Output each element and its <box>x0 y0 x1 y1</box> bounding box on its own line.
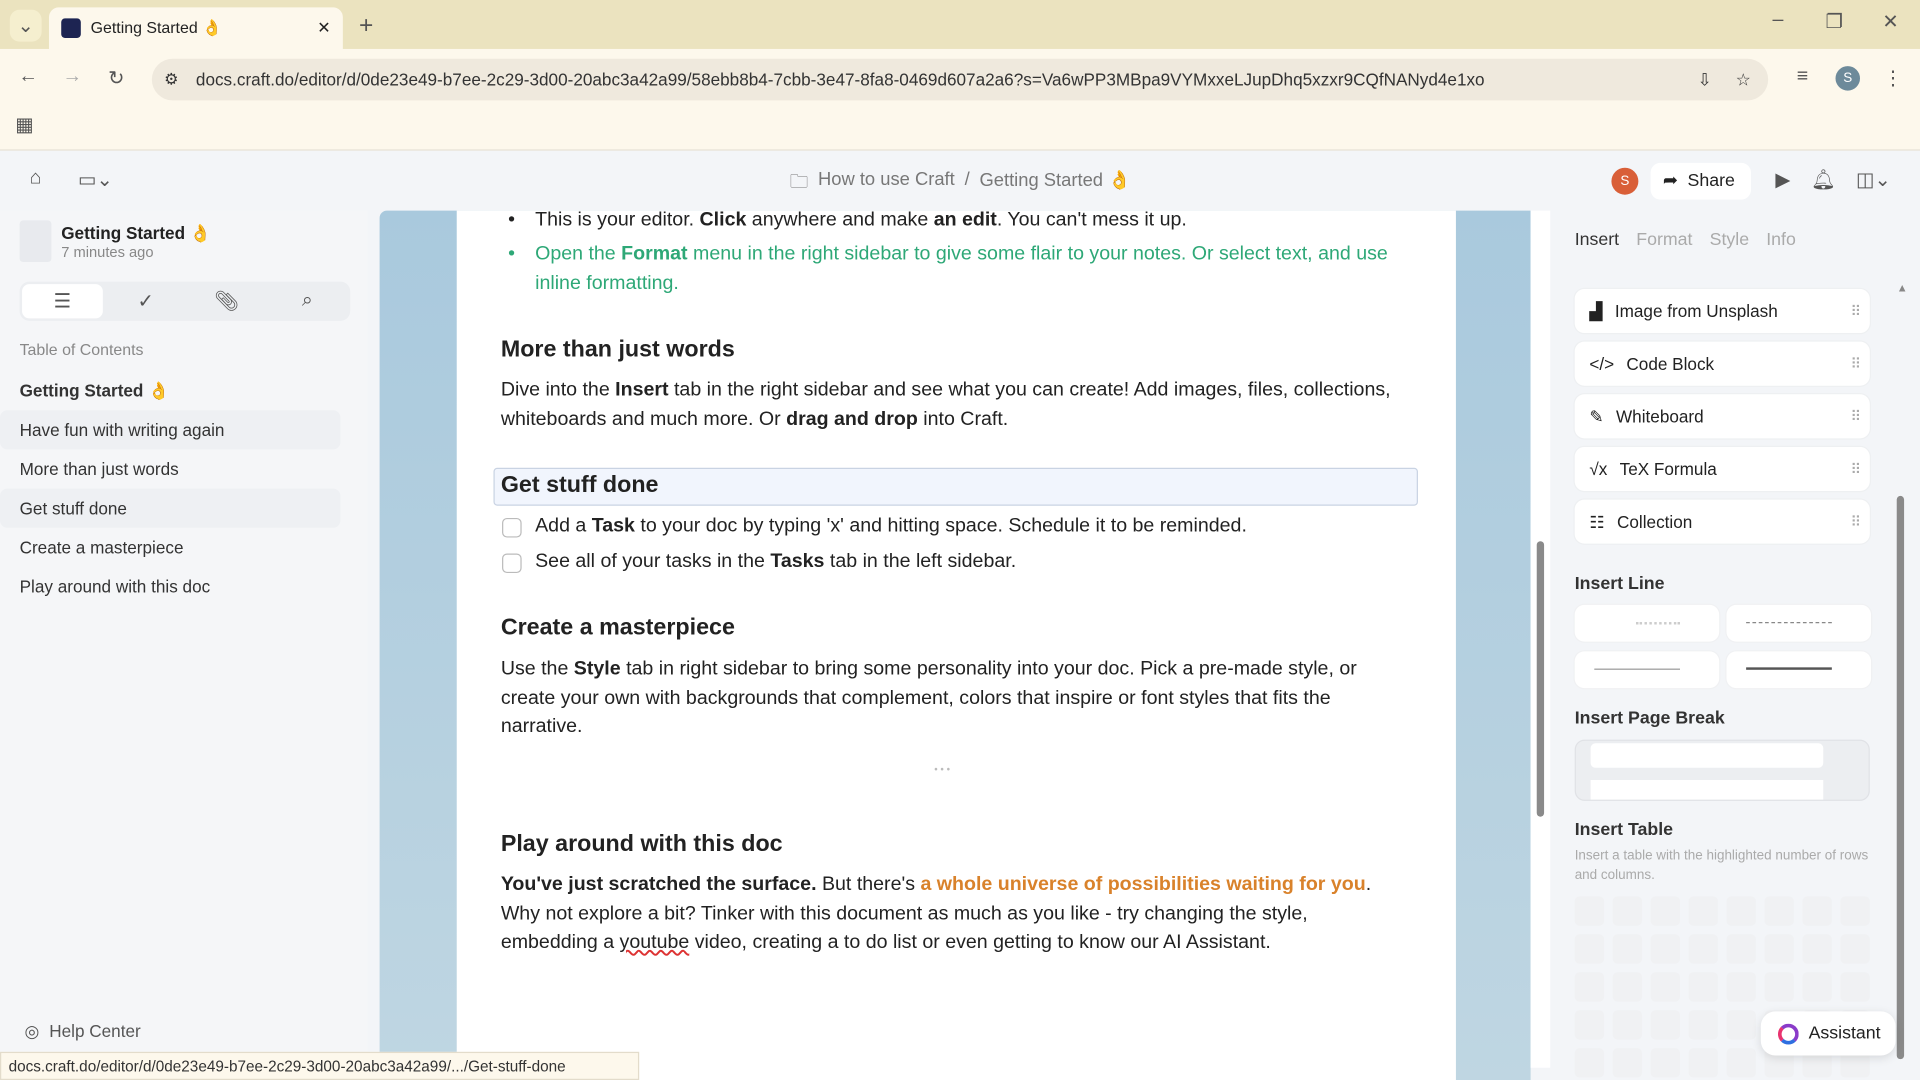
whiteboard-icon: ✎ <box>1589 405 1604 426</box>
assistant-button[interactable] <box>1761 1011 1896 1055</box>
bullet-2[interactable]: • Open the Format menu in the right sidebar to give some flair to your notes. Or select text, and use inline formatting. <box>508 243 1388 294</box>
insert-whiteboard[interactable]: ✎ Whiteboard ⠿ <box>1575 394 1870 438</box>
right-panel <box>1555 211 1920 1080</box>
assistant-ring-icon <box>1778 1023 1799 1044</box>
breadcrumb-current: Getting Started 👌 <box>979 170 1132 192</box>
insert-line-heading: Insert Line <box>1574 574 1665 594</box>
table-grid-cell[interactable] <box>1840 972 1869 1001</box>
media-icon[interactable]: ≡ <box>1796 66 1809 87</box>
table-grid-cell[interactable] <box>1651 972 1680 1001</box>
site-info-icon[interactable]: ⚙ <box>164 69 179 89</box>
tab-info[interactable]: Info <box>1766 230 1796 250</box>
table-grid-cell[interactable] <box>1840 934 1869 963</box>
share-icon: ➦ <box>1662 171 1678 192</box>
table-grid-cell[interactable] <box>1727 1048 1756 1077</box>
browser-tab[interactable] <box>49 7 343 49</box>
table-grid-cell[interactable] <box>1651 896 1680 925</box>
toc-item[interactable]: More than just words <box>19 459 179 479</box>
attachments-tab-icon[interactable]: 📎︎ <box>214 291 239 313</box>
table-grid-cell[interactable] <box>1727 1010 1756 1039</box>
line-style-dotted[interactable] <box>1727 605 1871 642</box>
table-grid-cell[interactable] <box>1689 1048 1718 1077</box>
close-window-icon[interactable]: ✕ <box>1882 12 1899 34</box>
bullet-1[interactable]: • This is your editor. Click anywhere and make an edit. You can't mess it up. <box>508 209 1187 231</box>
document-scrollbar[interactable] <box>1531 211 1551 1068</box>
insert-table-description: Insert a table with the highlighted number of rows and columns. <box>1574 848 1869 883</box>
share-button[interactable] <box>1651 163 1751 200</box>
tab-title: Getting Started 👌 <box>90 18 222 37</box>
table-grid-cell[interactable] <box>1575 972 1604 1001</box>
table-grid-cell[interactable] <box>1802 934 1831 963</box>
line-style-dashed[interactable] <box>1575 605 1719 642</box>
notifications-bell-icon[interactable]: 🔔︎ <box>1810 170 1836 192</box>
paragraph-play[interactable]: You've just scratched the surface. But there's a whole universe of possibilities waiting for you. Why not explore a bit? Tinker with this document as much as you like - try changing the style, embedding a youtube video, creating a to do list or even getting to know our AI Assistant. <box>500 874 1372 953</box>
table-grid-cell[interactable] <box>1613 1048 1642 1077</box>
new-tab-icon[interactable]: + <box>358 11 374 39</box>
table-grid-cell[interactable] <box>1575 934 1604 963</box>
toc-tab-icon[interactable]: ☰ <box>22 284 103 318</box>
code-icon: </> <box>1589 353 1615 374</box>
back-icon[interactable]: ← <box>18 66 38 87</box>
address-bar[interactable] <box>152 59 1768 101</box>
drag-handle-icon[interactable]: ⠿ <box>1850 460 1861 478</box>
help-center-link[interactable] <box>24 1021 140 1041</box>
table-grid-cell[interactable] <box>1764 972 1793 1001</box>
doc-title: Getting Started 👌 <box>61 222 212 243</box>
user-avatar[interactable]: S <box>1611 168 1638 195</box>
table-grid-cell[interactable] <box>1613 1010 1642 1039</box>
tab-insert[interactable]: Insert <box>1574 230 1620 250</box>
insert-page-break[interactable] <box>1575 740 1870 801</box>
table-grid-cell[interactable] <box>1575 1010 1604 1039</box>
image-icon: ▟ <box>1589 300 1603 321</box>
install-icon[interactable]: ⇩ <box>1697 69 1712 89</box>
restore-icon[interactable]: ❐ <box>1825 12 1844 34</box>
document-page <box>457 211 1456 1080</box>
left-sidebar <box>0 211 367 1080</box>
heading-get-stuff-done[interactable]: Get stuff done <box>500 472 659 499</box>
table-grid-cell[interactable] <box>1727 934 1756 963</box>
task-checkbox[interactable] <box>502 518 522 538</box>
task-1[interactable]: Add a Task to your doc by typing 'x' and hitting space. Schedule it to be reminded. <box>535 515 1247 537</box>
table-grid-cell[interactable] <box>1575 896 1604 925</box>
task-checkbox[interactable] <box>502 553 522 573</box>
toc-item[interactable]: Create a masterpiece <box>19 537 184 558</box>
table-grid-cell[interactable] <box>1689 896 1718 925</box>
toc-item[interactable]: Have fun with writing again <box>0 410 340 449</box>
search-tab-icon[interactable]: ⌕ <box>301 290 313 312</box>
table-grid-cell[interactable] <box>1802 972 1831 1001</box>
tasks-tab-icon[interactable]: ✓ <box>137 291 154 313</box>
profile-avatar[interactable]: S <box>1836 66 1860 90</box>
table-grid-cell[interactable] <box>1802 896 1831 925</box>
formula-icon: √x <box>1589 459 1608 479</box>
table-grid-cell[interactable] <box>1727 896 1756 925</box>
craft-logo-icon <box>61 18 81 38</box>
toc-item[interactable]: Play around with this doc <box>19 576 211 597</box>
assistant-label: Assistant <box>1808 1023 1881 1044</box>
toc-item[interactable]: Getting Started 👌 <box>19 380 170 400</box>
paragraph-insert[interactable]: Dive into the Insert tab in the right sidebar and see what you can create! Add images, files, collections, whiteboards and much more. Or drag and drop into Craft. <box>500 379 1391 430</box>
url-text: docs.craft.do/editor/d/0de23e49-b7ee-2c29-3d00-20abc3a42a99/58ebb8b4-7cbb-3e47-8fa8-0469d607a2a6?s=Va6wPP3MBpa9VYMxxeLJupDhq5xzxr9CQfNANyd4e1xo <box>195 69 1485 90</box>
separator: • • • <box>934 764 951 776</box>
drag-handle-icon[interactable]: ⠿ <box>1850 355 1861 373</box>
sidebar-tabs <box>20 282 351 321</box>
line-style-thin[interactable] <box>1575 651 1719 688</box>
present-icon[interactable]: ▶ <box>1775 170 1791 192</box>
table-grid-cell[interactable] <box>1613 896 1642 925</box>
tab-format[interactable]: Format <box>1636 230 1693 250</box>
status-bar-url: docs.craft.do/editor/d/0de23e49-b7ee-2c29-3d00-20abc3a42a99/.../Get-stuff-done <box>0 1052 639 1080</box>
folder-icon: 🗀 <box>789 171 809 193</box>
page-break-heading: Insert Page Break <box>1574 708 1725 729</box>
insert-code-block[interactable]: </> Code Block ⠿ <box>1575 342 1870 386</box>
collection-icon: ☷ <box>1589 511 1605 531</box>
table-grid-cell[interactable] <box>1764 934 1793 963</box>
reload-icon[interactable]: ↻ <box>108 68 125 90</box>
breadcrumb-parent[interactable]: How to use Craft <box>817 168 955 190</box>
drag-handle-icon[interactable]: ⠿ <box>1850 302 1861 320</box>
line-style-thick[interactable] <box>1727 651 1871 688</box>
insert-image-unsplash[interactable]: ▟ Image from Unsplash ⠿ <box>1575 289 1870 333</box>
bookmark-star-icon[interactable]: ☆ <box>1735 69 1752 89</box>
apps-grid-icon[interactable]: ▦ <box>15 115 34 136</box>
minimize-icon[interactable]: – <box>1772 9 1784 31</box>
close-tab-icon[interactable]: ✕ <box>317 18 331 37</box>
table-grid-cell[interactable] <box>1727 972 1756 1001</box>
doc-modified-time: 7 minutes ago <box>61 243 154 261</box>
table-grid-cell[interactable] <box>1689 972 1718 1001</box>
table-grid-cell[interactable] <box>1764 896 1793 925</box>
insert-collection[interactable]: ☷ Collection ⠿ <box>1575 500 1870 544</box>
home-icon[interactable]: ⌂ <box>29 167 42 189</box>
right-panel-scrollbar[interactable]: ▲ <box>1892 276 1909 1072</box>
tab-style[interactable]: Style <box>1709 230 1750 250</box>
table-grid-cell[interactable] <box>1575 1048 1604 1077</box>
forward-icon[interactable]: → <box>62 66 83 87</box>
help-icon: ◎ <box>24 1021 40 1041</box>
scrollbar-thumb[interactable] <box>1537 541 1544 817</box>
table-grid-cell[interactable] <box>1651 1010 1680 1039</box>
doc-thumbnail <box>20 220 52 262</box>
table-grid-cell[interactable] <box>1840 896 1869 925</box>
breadcrumb-separator: / <box>964 168 970 190</box>
table-grid-cell[interactable] <box>1689 934 1718 963</box>
menu-icon[interactable]: ⋮ <box>1883 68 1903 90</box>
paragraph-style[interactable]: Use the Style tab in right sidebar to bring some personality into your doc. Pick a pre-made style, or create your own with backgrounds that complement, colors that inspire or font styles that fits the narrative. <box>500 658 1357 738</box>
scrollbar-thumb[interactable] <box>1897 496 1904 1059</box>
help-label: Help Center <box>49 1021 141 1041</box>
toc-heading: Table of Contents <box>19 340 144 359</box>
heading-more-than-words[interactable]: More than just words <box>500 336 735 363</box>
table-grid-cell[interactable] <box>1651 934 1680 963</box>
toc-item[interactable]: Get stuff done <box>0 489 340 528</box>
sidebar-toggle-icon[interactable]: ▭⌄ <box>78 170 113 192</box>
drag-handle-icon[interactable]: ⠿ <box>1850 407 1861 425</box>
table-grid-cell[interactable] <box>1613 972 1642 1001</box>
insert-table-heading: Insert Table <box>1574 820 1674 841</box>
tab-search-button[interactable]: ⌄ <box>10 10 42 42</box>
heading-create-masterpiece[interactable]: Create a masterpiece <box>500 614 735 641</box>
task-2[interactable]: See all of your tasks in the Tasks tab in the left sidebar. <box>535 551 1017 572</box>
share-label: Share <box>1687 171 1735 192</box>
right-panel-tabs <box>1575 230 1796 250</box>
heading-play-around[interactable]: Play around with this doc <box>500 831 783 858</box>
breadcrumb <box>790 169 1131 200</box>
table-grid-cell[interactable] <box>1651 1048 1680 1077</box>
table-grid-cell[interactable] <box>1689 1010 1718 1039</box>
drag-handle-icon[interactable]: ⠿ <box>1850 513 1861 531</box>
insert-tex-formula[interactable]: √x TeX Formula ⠿ <box>1575 447 1870 491</box>
right-panel-toggle-icon[interactable]: ◫⌄ <box>1856 170 1891 192</box>
table-grid-cell[interactable] <box>1613 934 1642 963</box>
